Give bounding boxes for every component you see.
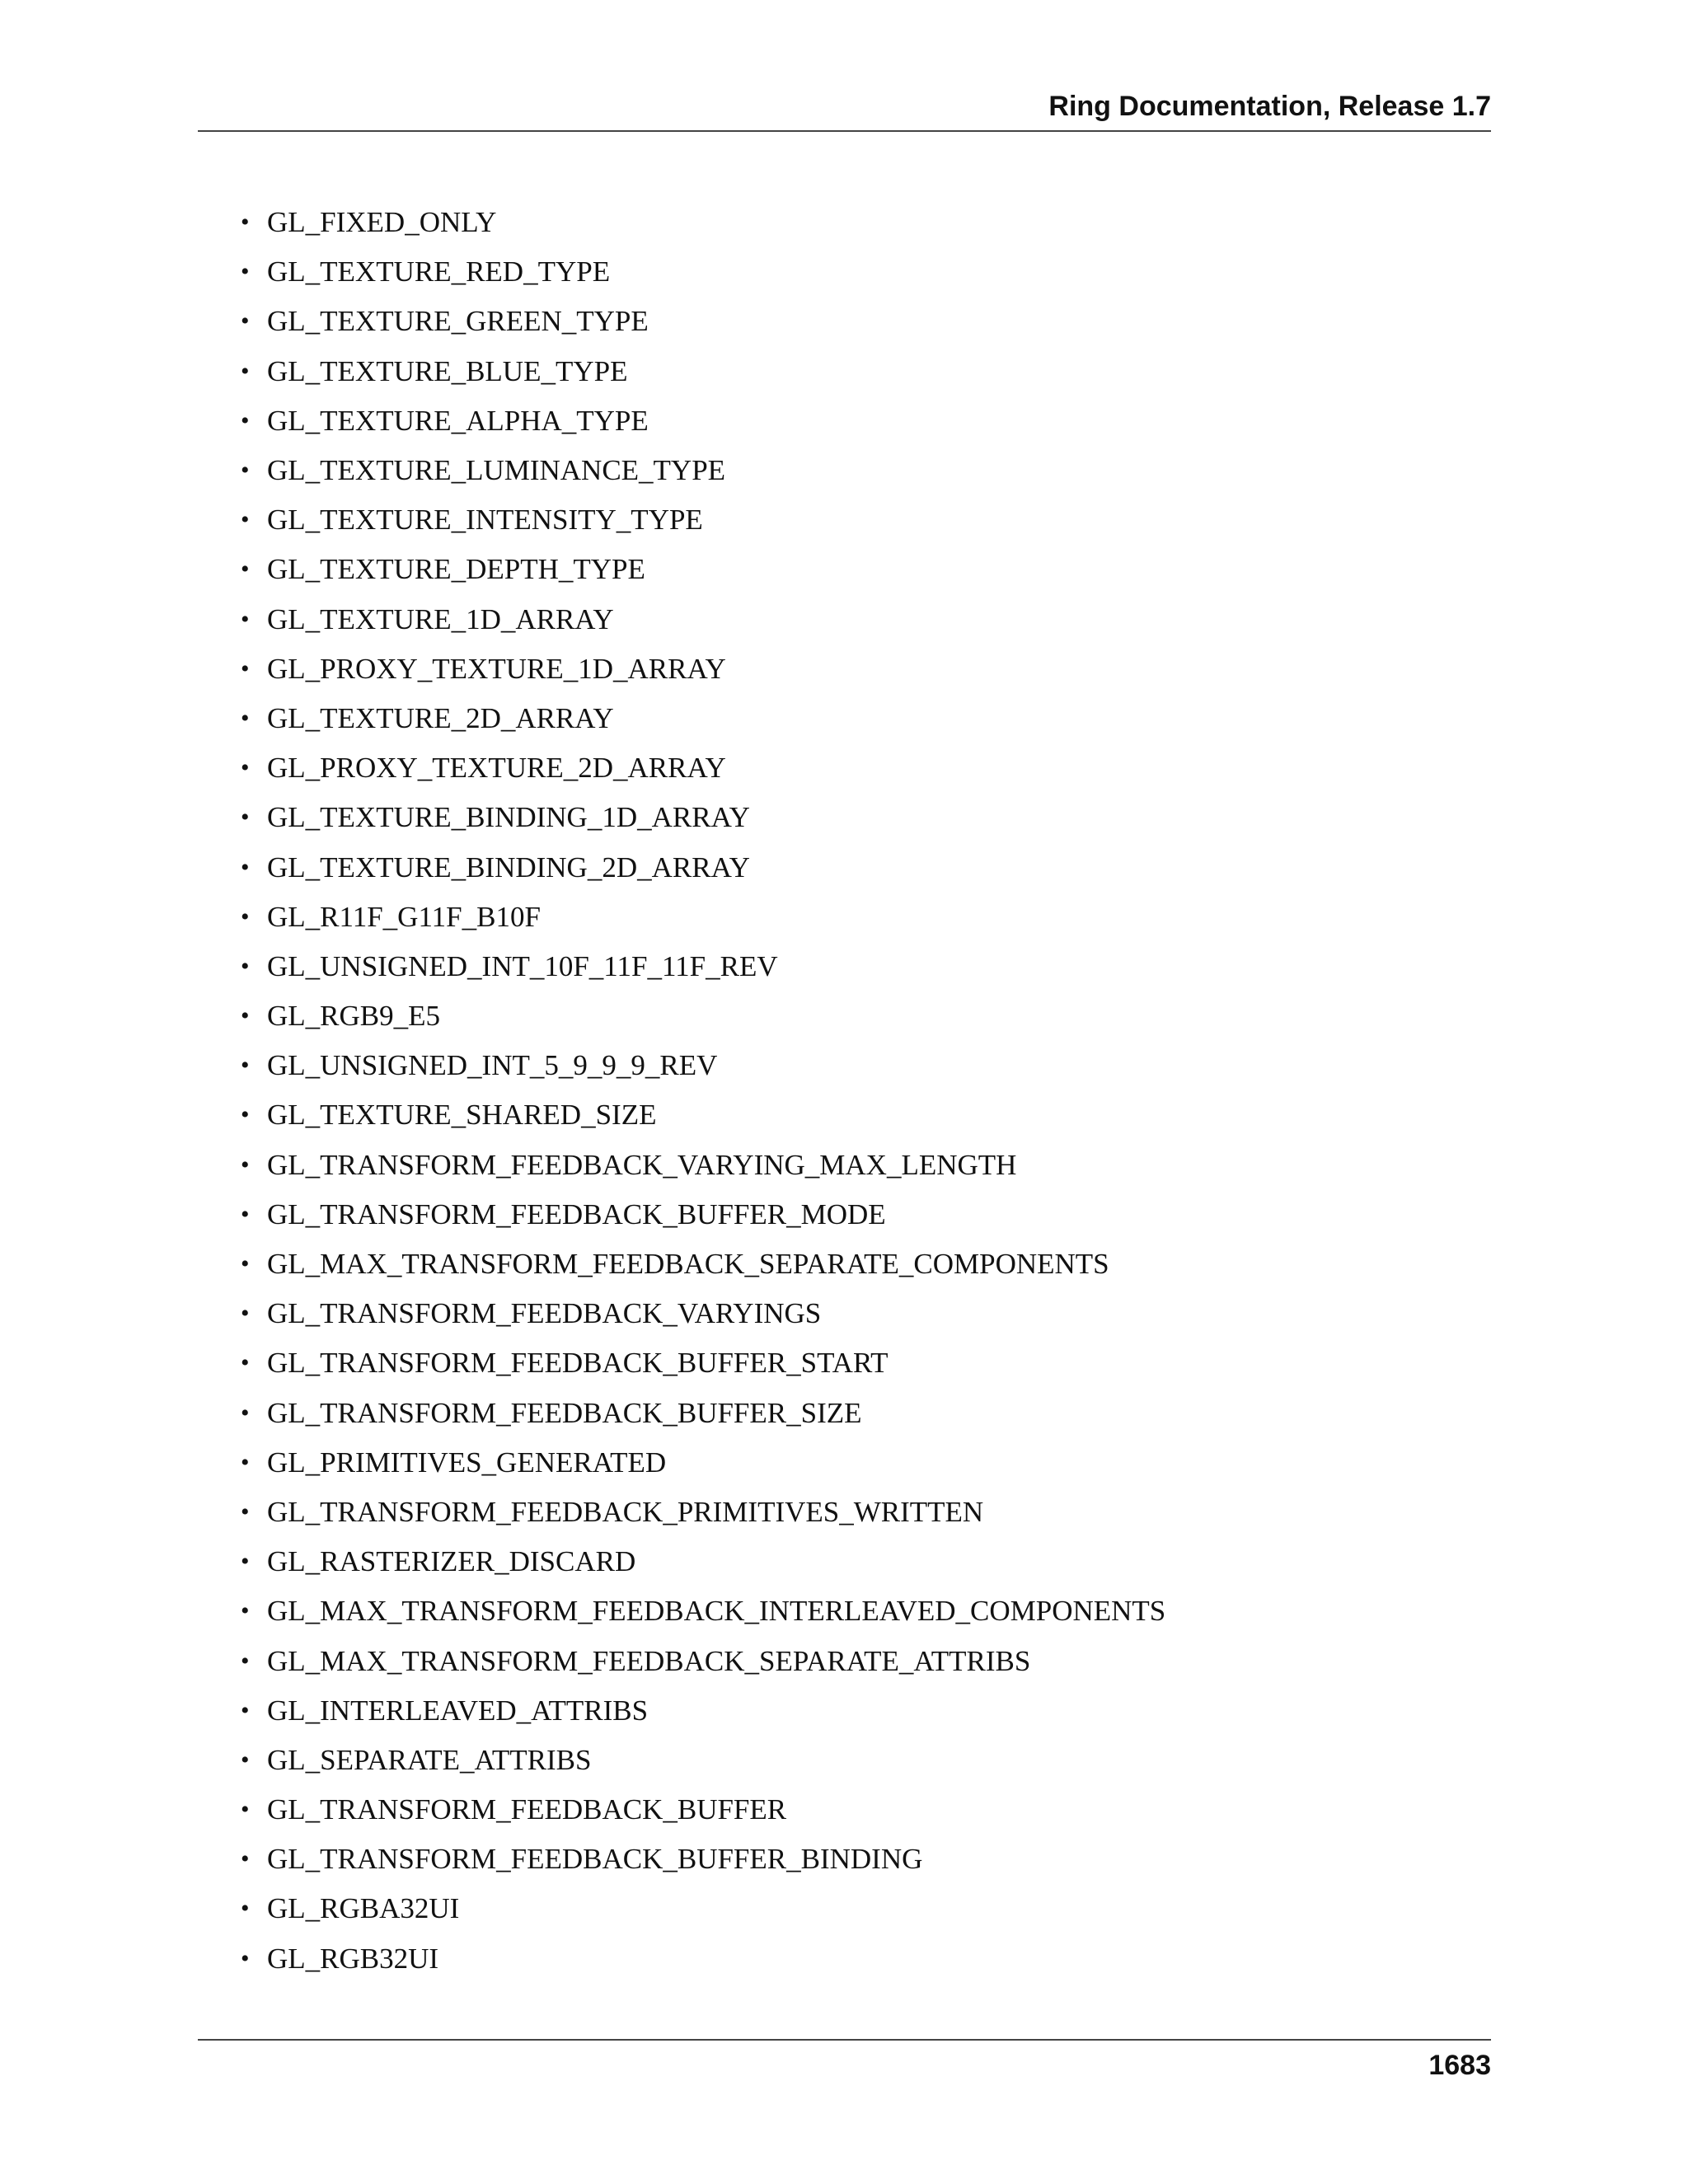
bullet-icon: •	[241, 1845, 250, 1873]
list-item	[241, 1537, 1165, 1586]
bullet-icon: •	[241, 1101, 250, 1129]
constant-name: GL_TRANSFORM_FEEDBACK_BUFFER_START	[267, 1347, 889, 1380]
list-item	[241, 1736, 1165, 1785]
constant-name: GL_TEXTURE_BLUE_TYPE	[267, 354, 628, 387]
constant-name: GL_TEXTURE_1D_ARRAY	[267, 602, 614, 635]
constant-name: GL_TEXTURE_BINDING_1D_ARRAY	[267, 801, 750, 834]
constant-name: GL_UNSIGNED_INT_5_9_9_9_REV	[267, 1049, 718, 1082]
list-item	[241, 893, 1165, 942]
list-item	[241, 1190, 1165, 1240]
list-item	[241, 595, 1165, 644]
bullet-icon: •	[241, 406, 250, 434]
constant-name: GL_MAX_TRANSFORM_FEEDBACK_SEPARATE_ATTRIBS	[267, 1644, 1031, 1677]
list-item	[241, 942, 1165, 991]
constant-name: GL_TEXTURE_BINDING_2D_ARRAY	[267, 851, 750, 883]
list-item	[241, 1934, 1165, 1984]
constant-name: GL_RGBA32UI	[267, 1892, 460, 1925]
bullet-icon: •	[241, 754, 250, 782]
constant-name: GL_PRIMITIVES_GENERATED	[267, 1446, 667, 1479]
list-item	[241, 495, 1165, 545]
list-item	[241, 1389, 1165, 1438]
bullet-icon: •	[241, 1497, 250, 1526]
list-item	[241, 545, 1165, 594]
bullet-icon: •	[241, 1597, 250, 1625]
constant-name: GL_TEXTURE_DEPTH_TYPE	[267, 553, 645, 586]
constant-name: GL_MAX_TRANSFORM_FEEDBACK_INTERLEAVED_COMPONENTS	[267, 1595, 1166, 1628]
constant-name: GL_SEPARATE_ATTRIBS	[267, 1743, 592, 1776]
constant-name: GL_TEXTURE_2D_ARRAY	[267, 701, 614, 734]
bullet-icon: •	[241, 1300, 250, 1328]
bullet-icon: •	[241, 952, 250, 980]
list-item	[241, 1785, 1165, 1835]
constant-name: GL_MAX_TRANSFORM_FEEDBACK_SEPARATE_COMPONENTS	[267, 1248, 1109, 1281]
constant-name: GL_PROXY_TEXTURE_1D_ARRAY	[267, 652, 726, 685]
bullet-icon: •	[241, 1349, 250, 1377]
bullet-icon: •	[241, 1746, 250, 1774]
constant-name: GL_RASTERIZER_DISCARD	[267, 1545, 636, 1578]
bullet-icon: •	[241, 258, 250, 286]
list-item	[241, 1041, 1165, 1090]
bullet-icon: •	[241, 1796, 250, 1824]
bullet-icon: •	[241, 704, 250, 732]
bullet-icon: •	[241, 1448, 250, 1476]
list-item	[241, 1141, 1165, 1190]
constant-name: GL_UNSIGNED_INT_10F_11F_11F_REV	[267, 949, 778, 982]
constant-name: GL_TRANSFORM_FEEDBACK_PRIMITIVES_WRITTEN	[267, 1495, 984, 1528]
constant-name: GL_TEXTURE_GREEN_TYPE	[267, 305, 649, 338]
bullet-icon: •	[241, 1399, 250, 1427]
constant-name: GL_PROXY_TEXTURE_2D_ARRAY	[267, 752, 726, 785]
list-item	[241, 644, 1165, 694]
bullet-icon: •	[241, 902, 250, 930]
list-item	[241, 297, 1165, 346]
list-item	[241, 991, 1165, 1041]
running-header-title: Ring Documentation, Release 1.7	[1048, 91, 1491, 122]
constants-list	[241, 198, 1165, 1984]
bullet-icon: •	[241, 1200, 250, 1228]
bullet-icon: •	[241, 804, 250, 832]
bullet-icon: •	[241, 1250, 250, 1278]
bullet-icon: •	[241, 357, 250, 385]
list-item	[241, 743, 1165, 793]
header-divider	[198, 130, 1491, 132]
footer-divider	[198, 2039, 1491, 2041]
constant-name: GL_TEXTURE_ALPHA_TYPE	[267, 404, 649, 437]
list-item	[241, 247, 1165, 297]
bullet-icon: •	[241, 1647, 250, 1675]
list-item	[241, 842, 1165, 892]
list-item	[241, 347, 1165, 396]
list-item	[241, 1586, 1165, 1636]
page-number: 1683	[1428, 2050, 1491, 2081]
constant-name: GL_TRANSFORM_FEEDBACK_BUFFER_MODE	[267, 1197, 886, 1230]
list-item	[241, 1884, 1165, 1933]
constant-name: GL_R11F_G11F_B10F	[267, 900, 541, 933]
list-item	[241, 1240, 1165, 1289]
bullet-icon: •	[241, 654, 250, 682]
constant-name: GL_INTERLEAVED_ATTRIBS	[267, 1694, 649, 1727]
constant-name: GL_TEXTURE_LUMINANCE_TYPE	[267, 454, 726, 487]
constant-name: GL_TRANSFORM_FEEDBACK_VARYING_MAX_LENGTH	[267, 1148, 1017, 1181]
bullet-icon: •	[241, 506, 250, 534]
list-item	[241, 1438, 1165, 1488]
list-item	[241, 1686, 1165, 1736]
list-item	[241, 446, 1165, 495]
constant-name: GL_RGB9_E5	[267, 1000, 440, 1033]
constant-name: GL_TRANSFORM_FEEDBACK_BUFFER	[267, 1793, 787, 1826]
constant-name: GL_TEXTURE_SHARED_SIZE	[267, 1099, 657, 1132]
list-item	[241, 1835, 1165, 1884]
bullet-icon: •	[241, 1548, 250, 1576]
constant-name: GL_TRANSFORM_FEEDBACK_VARYINGS	[267, 1297, 822, 1330]
constant-name: GL_TEXTURE_INTENSITY_TYPE	[267, 504, 703, 537]
constant-name: GL_TRANSFORM_FEEDBACK_BUFFER_BINDING	[267, 1843, 923, 1876]
bullet-icon: •	[241, 605, 250, 633]
list-item	[241, 1636, 1165, 1685]
constant-name: GL_TRANSFORM_FEEDBACK_BUFFER_SIZE	[267, 1396, 862, 1429]
bullet-icon: •	[241, 307, 250, 335]
bullet-icon: •	[241, 1944, 250, 1972]
list-item	[241, 1338, 1165, 1388]
bullet-icon: •	[241, 853, 250, 881]
list-item	[241, 1488, 1165, 1537]
bullet-icon: •	[241, 1052, 250, 1080]
bullet-icon: •	[241, 1002, 250, 1030]
list-item	[241, 694, 1165, 743]
list-item	[241, 1090, 1165, 1140]
constant-name: GL_RGB32UI	[267, 1942, 439, 1975]
bullet-icon: •	[241, 457, 250, 485]
bullet-icon: •	[241, 555, 250, 583]
constant-name: GL_FIXED_ONLY	[267, 206, 497, 239]
list-item	[241, 793, 1165, 842]
list-item	[241, 198, 1165, 247]
list-item	[241, 396, 1165, 446]
bullet-icon: •	[241, 1696, 250, 1724]
bullet-icon: •	[241, 1895, 250, 1923]
bullet-icon: •	[241, 209, 250, 237]
list-item	[241, 1289, 1165, 1338]
constant-name: GL_TEXTURE_RED_TYPE	[267, 255, 611, 288]
bullet-icon: •	[241, 1151, 250, 1179]
